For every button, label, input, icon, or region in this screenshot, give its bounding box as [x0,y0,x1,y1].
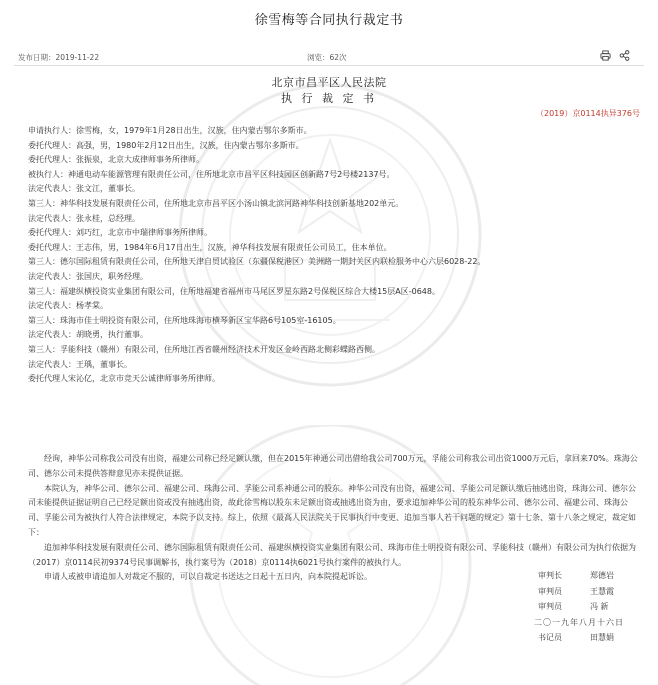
document-type: 执 行 裁 定 书 [281,92,377,105]
judge-name: 郑德岩 [590,571,614,580]
party-line: 第三人：德尔国际租赁有限责任公司，住所地天津自贸试验区（东疆保税港区）美洲路一期封关区内联检服务中心六层6028-22。 [28,257,486,267]
clerk-role: 书记员 [538,633,562,643]
ruling-body [28,452,642,585]
party-line: 申请执行人：徐雪梅，女，1979年1月28日出生，汉族，住内蒙古鄂尔多斯市。 [28,126,312,135]
party-line: 法定代表人：张国庆，职务经理。 [28,271,148,281]
party-line: 第三人：福建纵横投资实业集团有限公司，住所地福建省福州市马尾区罗星东路2号保税区综合大楼15层A区-0648。 [28,286,440,296]
party-line: 法定代表人：王瑀，董事长。 [28,359,132,369]
publish-date: 发布日期：2019-11-22 [18,53,100,62]
party-line: 委托代理人：王志伟，男，1984年6月17日出生，汉族，神华科技发展有限责任公司员工，住本单位。 [28,242,392,252]
body-paragraph: 本院认为，神华公司、德尔公司、福建公司、珠海公司、孚能公司系神通公司的股东。神华公司没有出资，福建公司、孚能公司足额认缴后抽逃出资，珠海公司、德尔公司未能提供证据证明自己已经足额出资或没有抽逃出资，故此徐雪梅以股东未足额出资或抽逃出资为由，要求追加神华公司的股东神华公司、德尔公司、福建公司、珠海公司、孚能公司为被执行人符合法律规定，本院予以支持。综上，依照《最高人民法院关于民事执行中变更、追加当事人若干问题的规定》第十七条、第十八条之规定，裁定如下： [28,483,636,537]
judge-role: 审判员 [538,586,562,596]
judge-role: 审判员 [538,602,562,612]
party-line: 委托代理人：张振泉，北京大成律师事务所律师。 [28,155,204,165]
party-line: 法定代表人：张文江，董事长。 [28,184,140,194]
party-line: 法定代表人：张永桂，总经理。 [28,213,140,223]
signature-block [534,568,628,646]
ruling-date: 二〇一九年八月十六日 [534,617,624,627]
party-line: 第三人：孚能科技（赣州）有限公司，住所地江西省赣州经济技术开发区金岭西路北侧彩蝶路西侧。 [28,344,380,354]
party-line: 委托代理人：高强，男，1980年2月12日出生，汉族，住内蒙古鄂尔多斯市。 [28,140,304,150]
party-line: 第三人：珠海市佳士明投资有限公司，住所地珠海市横琴新区宝华路6号105室-16105。 [28,315,341,325]
page-actions [600,50,630,64]
body-paragraph: 追加神华科技发展有限责任公司、德尔国际租赁有限责任公司、福建纵横投资实业集团有限公司、珠海市佳士明投资有限公司、孚能科技（赣州）有限公司为执行依据为（2017）京0114民初9374号民事调解书，执行案号为（2018）京0114执6021号执行案件的被执行人。 [28,542,636,567]
party-list [28,124,648,387]
share-icon[interactable] [619,50,630,64]
clerk-name: 田慧娟 [590,633,614,643]
party-line: 被执行人：神通电动车能源管理有限责任公司，住所地北京市昌平区科技园区创新路7号2号楼2137号。 [28,169,395,179]
party-line: 委托代理人：刘巧红，北京市中瑞律师事务所律师。 [28,228,212,238]
court-name: 北京市昌平区人民法院 [271,76,387,89]
party-line: 法定代表人：胡晓勇，执行董事。 [28,330,148,340]
party-line: 法定代表人：杨孝棠。 [28,301,108,311]
judge-name: 王慧霞 [590,586,614,596]
page-title: 徐雪梅等合同执行裁定书 [254,13,404,28]
body-paragraph: 申请人或被申请追加人对裁定不服的，可以自裁定书送达之日起十五日内，向本院提起诉讼。 [44,572,372,582]
header-divider [14,65,644,66]
body-paragraph: 经询，神华公司称我公司没有出资，福建公司称已经足额认缴，但在2015年神通公司出借给我公司700万元，孚能公司称我公司出资1000万元后，拿回来70%。珠海公司、德尔公司未提供答辩意见亦未提供证据。 [28,454,638,478]
case-number: （2019）京0114执异376号 [536,109,640,118]
party-line: 委托代理人宋沁亿，北京市竞天公诚律师事务所律师。 [28,374,220,384]
print-icon[interactable] [600,50,611,64]
judge-name: 冯 新 [590,602,609,612]
judge-role: 审判长 [538,571,562,580]
party-line: 第三人：神华科技发展有限责任公司，住所地北京市昌平区小汤山镇北滨河路神华科技创新基地202单元。 [28,198,404,208]
view-count: 浏览：62次 [307,53,347,62]
